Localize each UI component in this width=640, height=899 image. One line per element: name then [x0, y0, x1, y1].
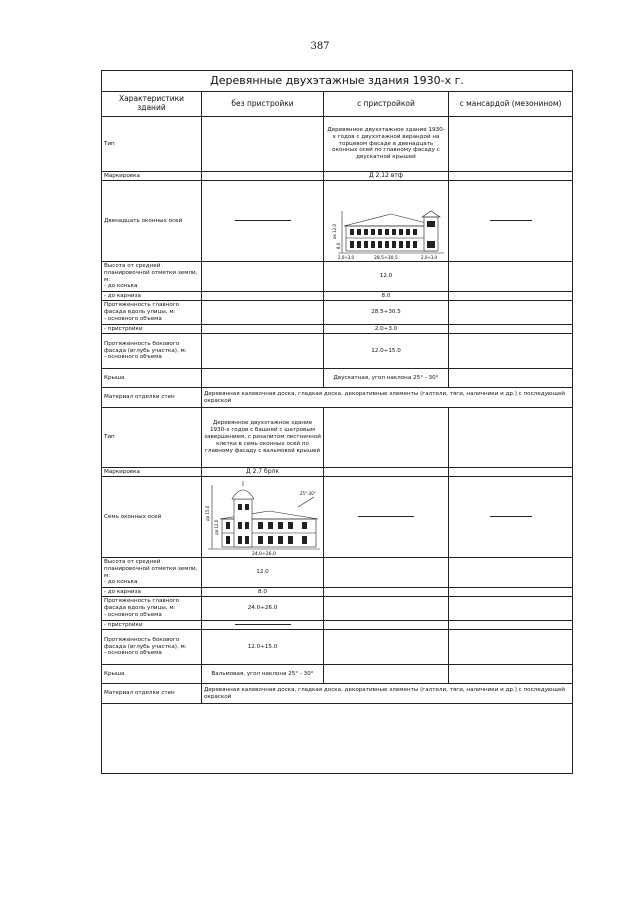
b1-dim-width: 28,5÷30,5: [374, 256, 398, 261]
b2-facade-drawing: [202, 477, 324, 557]
b1-marking-value: Д 2.12 втф: [324, 172, 449, 181]
empty-bottom-row: [102, 704, 573, 774]
b1-facade-drawing: [324, 181, 449, 261]
b1-material-value: Деревянная калевочная доска, гладкая доска, декоративные элементы (галтели, тяги, наличники и др.) с последующей окраской: [202, 388, 573, 408]
b2-axes-label: Семь оконных осей: [102, 477, 202, 558]
b2-side-label: Протяженность бокового фасада (вглубь участка), м:: [104, 636, 187, 650]
b1-dim-left: 2,0÷3,0: [338, 255, 355, 260]
b1-type-value: Деревянное двухэтажное здание 1930-х годов с двухэтажной верандой на торцевом фасаде в двенадцать оконных осей по главному фасаду с двускатной крышей: [324, 117, 449, 172]
table-title: Деревянные двухэтажные здания 1930-х г.: [102, 71, 573, 92]
b1-roof-value: Двускатная, угол наклона 25° - 30°: [324, 369, 449, 388]
b1-axes-label: Двенадцать оконных осей: [102, 181, 202, 262]
b2-roof-label: Крыша: [102, 665, 202, 684]
b1-ridge-value: 12.0: [324, 262, 449, 292]
b1-side-main-value: 12.0÷15.0: [324, 334, 449, 369]
b2-roof-value: Вальмовая, угол наклона 25° - 30°: [202, 665, 324, 684]
page-number: 387: [310, 41, 330, 52]
b2-material-value: Деревянная калевочная доска, гладкая доска, декоративные элементы (галтели, тяги, наличники и др.) с последующей окраской: [202, 684, 573, 704]
b1-dim-height-2: 8,0: [336, 242, 341, 249]
b2-ridge-value: 12.0: [202, 558, 324, 588]
b1-dim-right: 2,0÷3,0: [421, 255, 438, 260]
b2-main-volume-value: 24.0÷26.0: [202, 597, 324, 621]
b2-with-extension-dash: [358, 516, 414, 517]
b2-marking-value: Д 2.7 брлк: [202, 468, 324, 477]
b2-dim-angle: 25°-30°: [300, 491, 316, 496]
b2-height-label: Высота от средней планировочной отметки земли, м:: [104, 558, 198, 579]
b2-side-main-value: 12.0÷15.0: [202, 630, 324, 665]
b1-side-main-label: - основного объема: [104, 354, 162, 361]
b1-no-extension-dash: [235, 220, 291, 221]
b2-eaves-value: 8.0: [202, 588, 324, 597]
b2-ridge-label: - до конька: [104, 579, 138, 586]
b2-type-label: Тип: [102, 408, 202, 468]
b1-eaves-value: 8.0: [324, 292, 449, 301]
b2-material-label: Материал отделки стен: [102, 684, 202, 704]
b1-roof-label: Крыша: [102, 369, 202, 388]
b2-side-main-label: - основного объема: [104, 650, 162, 657]
b1-type-label: Тип: [102, 117, 202, 172]
b1-ridge-label: - до конька: [104, 283, 138, 290]
header-characteristics: Характеристики зданий: [102, 92, 202, 117]
b1-dim-height: ок 12,0: [332, 223, 337, 239]
b1-material-label: Материал отделки стен: [102, 388, 202, 408]
b2-dim-height-2: до 12,0: [214, 519, 219, 535]
b1-extension-value: 2.0÷3.0: [324, 325, 449, 334]
building-types-table: [101, 70, 573, 774]
b1-marking-label: Маркировка: [102, 172, 202, 181]
b1-side-label: Протяженность бокового фасада (вглубь участка), м:: [104, 340, 187, 354]
b1-main-volume-label: - основного объема: [104, 315, 162, 322]
b2-mansard-dash: [490, 516, 532, 517]
b2-facade-label: Протяженность главного фасада вдоль улицы, м:: [104, 598, 180, 612]
b1-eaves-label: - до карниза: [102, 292, 202, 301]
b2-type-value: Деревянное двухэтажное здание 1930-х годов с башней с шатровым завершением, с ризалитом лестничной клетки в семь оконных осей по главному фасаду с вальмовой крышей: [202, 408, 324, 468]
header-no-extension: без пристройки: [202, 92, 324, 117]
header-mansard: с мансардой (мезонином): [449, 92, 573, 117]
b1-height-label: Высота от средней планировочной отметки земли, м:: [104, 262, 198, 283]
b2-main-volume-label: - основного объема: [104, 611, 162, 618]
b2-dim-height-3: 8,0: [226, 536, 231, 543]
b1-facade-label: Протяженность главного фасада вдоль улицы, м:: [104, 302, 180, 316]
b2-extension-label: - пристройки: [102, 621, 202, 630]
b1-extension-label: - пристройки: [102, 325, 202, 334]
header-with-extension: с пристройкой: [324, 92, 449, 117]
b2-dim-height: до 15,0: [205, 505, 210, 521]
b1-mansard-dash: [490, 220, 532, 221]
b2-extension-dash: [235, 624, 291, 625]
b2-eaves-label: - до карниза: [102, 588, 202, 597]
b1-main-volume-value: 28.5÷30.5: [324, 301, 449, 325]
b2-marking-label: Маркировка: [102, 468, 202, 477]
b2-dim-width: 24,0÷26,0: [252, 552, 276, 557]
